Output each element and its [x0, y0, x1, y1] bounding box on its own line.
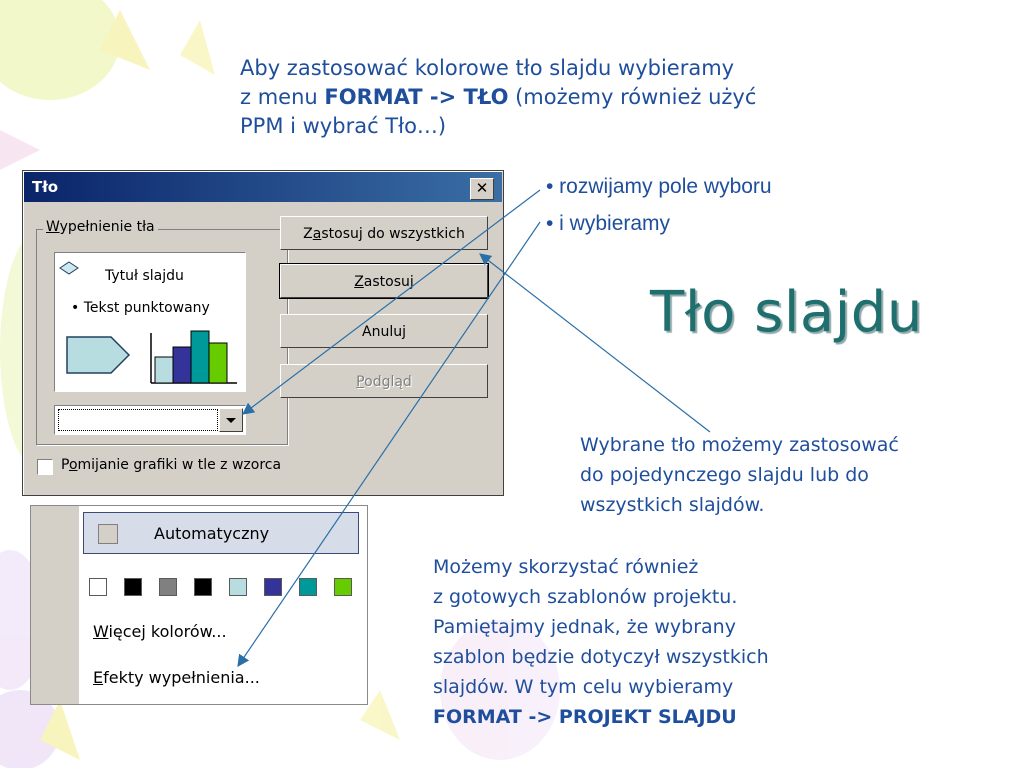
- bullet-1: • rozwijamy pole wyboru: [546, 175, 772, 198]
- arrow-to-combobox: [243, 190, 540, 414]
- arrow-to-apply-buttons: [480, 254, 710, 432]
- access-key: W: [46, 219, 60, 235]
- paragraph-line: z gotowych szablonów projektu.: [433, 586, 738, 608]
- close-icon: ✕: [475, 179, 489, 197]
- intro-line-2-suffix: (możemy również użyć: [508, 85, 757, 109]
- paragraph-line: szablon będzie dotyczył wszystkich: [433, 646, 769, 668]
- paragraph-line: Pamiętajmy jednak, że wybrany: [433, 616, 736, 638]
- access-key: P: [356, 374, 365, 390]
- intro-line-3: PPM i wybrać Tło…): [240, 114, 447, 138]
- cancel-button[interactable]: Anuluj: [280, 314, 488, 348]
- label-text: P: [61, 457, 69, 473]
- paragraph-line: Wybrane tło możemy zastosować: [580, 434, 899, 456]
- access-key: o: [68, 457, 78, 473]
- intro-line-1: Aby zastosować kolorowe tło slajdu wybieramy: [240, 56, 735, 80]
- paragraph-line: Możemy skorzystać również: [433, 556, 699, 578]
- label-text: mijanie grafiki w tle z wzorca: [77, 457, 282, 473]
- preview-title: Tytuł slajdu: [105, 268, 184, 284]
- access-key: Z: [354, 274, 364, 290]
- access-key: W: [93, 622, 109, 641]
- intro-menu-path: FORMAT -> TŁO: [324, 85, 509, 109]
- slide-title: Tło slajdu: [650, 280, 923, 345]
- menu-item-label: fekty wypełnienia...: [103, 668, 260, 687]
- access-key: a: [312, 226, 322, 242]
- arrow-to-fill-effects: [238, 222, 540, 666]
- menu-item-label: ięcej kolorów...: [108, 622, 227, 641]
- button-text: Z: [303, 226, 313, 242]
- dialog-title: Tło: [32, 178, 59, 196]
- bullet-2: • i wybieramy: [546, 212, 671, 235]
- preview-bullet-text: • Tekst punktowany: [71, 300, 210, 316]
- paragraph-line: do pojedynczego slajdu lub do: [580, 464, 869, 486]
- access-key: E: [93, 668, 104, 687]
- design-menu-path: FORMAT -> PROJEKT SLAJDU: [433, 706, 737, 728]
- paragraph-line: wszystkich slajdów.: [580, 494, 765, 516]
- menu-item-label: Automatyczny: [154, 524, 270, 543]
- label-text: ypełnienie tła: [59, 219, 155, 235]
- button-text: stosuj do wszystkich: [321, 226, 465, 242]
- paragraph-line: slajdów. W tym celu wybieramy: [433, 676, 734, 698]
- button-text: astosuj: [363, 274, 414, 290]
- button-text: odgląd: [364, 374, 412, 390]
- intro-line-2-prefix: z menu: [240, 85, 325, 109]
